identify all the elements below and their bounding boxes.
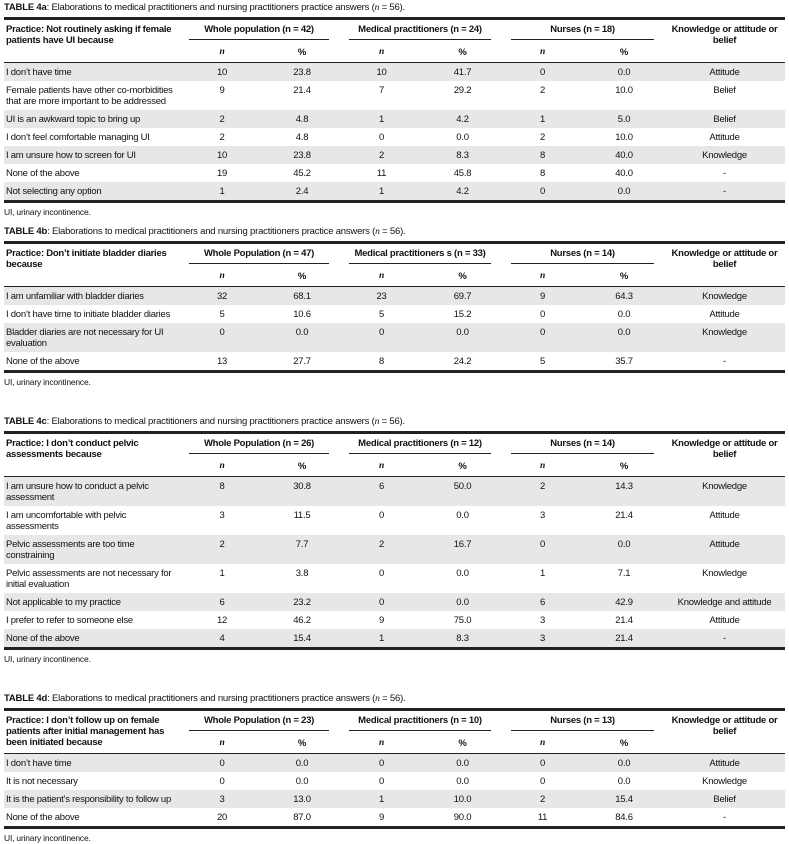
group-header-label: Whole Population (n = 26) bbox=[189, 438, 329, 454]
table-row bbox=[4, 506, 785, 535]
group-header-label: Medical practitioners (n = 24) bbox=[349, 24, 491, 40]
knowledge-attitude-belief: - bbox=[723, 812, 726, 823]
whole-percent: 46.2 bbox=[293, 615, 311, 626]
practice-reason: UI is an awkward topic to bring up bbox=[4, 110, 179, 128]
medical-percent: 45.8 bbox=[453, 168, 472, 179]
table-label: TABLE 4c bbox=[4, 416, 47, 427]
table-row bbox=[4, 352, 785, 372]
n-subheader: n bbox=[339, 735, 424, 754]
table-section bbox=[4, 693, 785, 844]
table-row bbox=[4, 63, 785, 82]
percent-subheader: % bbox=[424, 458, 501, 477]
knowledge-attitude-belief: Belief bbox=[713, 85, 736, 96]
table-row bbox=[4, 128, 785, 146]
group-header bbox=[339, 243, 501, 269]
group-header bbox=[501, 19, 664, 45]
knowledge-attitude-belief: Attitude bbox=[709, 510, 740, 521]
knowledge-attitude-belief: Attitude bbox=[709, 132, 740, 143]
group-header bbox=[339, 19, 501, 45]
n-subheader: n bbox=[501, 735, 584, 754]
percent-subheader: % bbox=[584, 44, 664, 63]
medical-percent: 0.0 bbox=[456, 132, 469, 143]
whole-percent: 30.8 bbox=[265, 477, 339, 507]
percent-subheader: % bbox=[265, 735, 339, 754]
nurses-n: 1 bbox=[539, 568, 546, 579]
whole-n: 1 bbox=[219, 568, 225, 579]
medical-n: 0 bbox=[378, 776, 385, 787]
n-subheader: n bbox=[339, 268, 424, 287]
group-header bbox=[501, 433, 664, 459]
medical-n: 0 bbox=[339, 593, 424, 611]
table-title bbox=[4, 2, 785, 14]
group-header bbox=[179, 710, 339, 736]
whole-n: 32 bbox=[179, 287, 265, 306]
n-subheader: n bbox=[339, 44, 424, 63]
whole-percent: 2.4 bbox=[265, 182, 339, 202]
knowledge-attitude-belief: Attitude bbox=[709, 309, 740, 320]
group-header bbox=[179, 243, 339, 269]
medical-n: 1 bbox=[339, 182, 424, 202]
whole-percent: 4.8 bbox=[265, 110, 339, 128]
nurses-percent: 21.4 bbox=[584, 629, 664, 649]
group-header-label: Nurses (n = 14) bbox=[511, 248, 654, 264]
medical-percent: 0.0 bbox=[424, 593, 501, 611]
percent-subheader: % bbox=[584, 268, 664, 287]
medical-n: 11 bbox=[376, 168, 387, 179]
practice-reason: Bladder diaries are not necessary for UI evaluation bbox=[4, 323, 179, 352]
table-caption-n: n bbox=[375, 227, 380, 237]
practice-reason: Pelvic assessments are not necessary for initial evaluation bbox=[6, 568, 172, 590]
knowledge-attitude-belief: Attitude bbox=[664, 63, 785, 82]
practice-reason: I am uncomfortable with pelvic assessments bbox=[6, 510, 127, 532]
knowledge-attitude-belief: Knowledge bbox=[702, 568, 747, 579]
medical-n: 1 bbox=[339, 790, 424, 808]
whole-percent: 23.8 bbox=[265, 146, 339, 164]
percent-subheader: % bbox=[265, 44, 339, 63]
practice-header: Practice: Not routinely asking if female patients have UI because bbox=[4, 19, 179, 63]
table-row bbox=[4, 772, 785, 790]
nurses-percent: 40.0 bbox=[584, 146, 664, 164]
practice-header: Practice: I don’t conduct pelvic assessments because bbox=[4, 433, 179, 477]
table-section bbox=[4, 2, 785, 218]
group-header bbox=[501, 243, 664, 269]
table-row bbox=[4, 535, 785, 564]
nurses-n: 8 bbox=[539, 168, 546, 179]
percent-subheader: % bbox=[424, 268, 501, 287]
table-caption-suffix: = 56). bbox=[379, 2, 405, 13]
table-row bbox=[4, 611, 785, 629]
nurses-percent: 21.4 bbox=[615, 510, 633, 521]
knowledge-attitude-belief: Knowledge bbox=[664, 146, 785, 164]
nurses-percent: 10.0 bbox=[615, 132, 633, 143]
group-header-label: Nurses (n = 13) bbox=[511, 715, 654, 731]
medical-n: 0 bbox=[339, 323, 424, 352]
whole-percent: 0.0 bbox=[265, 323, 339, 352]
nurses-n: 0 bbox=[539, 776, 546, 787]
nurses-percent: 0.0 bbox=[584, 754, 664, 773]
practice-reason: I don’t have time bbox=[4, 754, 179, 773]
group-header-label: Whole Population (n = 47) bbox=[189, 248, 329, 264]
nurses-n: 2 bbox=[539, 132, 546, 143]
table-row bbox=[4, 629, 785, 649]
nurses-n: 0 bbox=[501, 182, 584, 202]
table-caption-n: n bbox=[375, 694, 380, 704]
medical-percent: 90.0 bbox=[453, 812, 472, 823]
knowledge-attitude-belief: Belief bbox=[664, 790, 785, 808]
percent-subheader: % bbox=[424, 44, 501, 63]
group-header-label: Nurses (n = 14) bbox=[511, 438, 654, 454]
nurses-n: 1 bbox=[501, 110, 584, 128]
nurses-percent: 15.4 bbox=[584, 790, 664, 808]
nurses-n: 2 bbox=[539, 85, 546, 96]
whole-percent: 21.4 bbox=[293, 85, 311, 96]
whole-n: 19 bbox=[216, 168, 228, 179]
table-caption: : Elaborations to medical practitioners and nursing practitioners practice answers ( bbox=[46, 2, 375, 13]
nurses-percent: 35.7 bbox=[615, 356, 633, 367]
medical-percent: 0.0 bbox=[456, 776, 469, 787]
group-header bbox=[179, 19, 339, 45]
nurses-n: 0 bbox=[501, 323, 584, 352]
table-title bbox=[4, 693, 785, 705]
nurses-n: 3 bbox=[539, 615, 546, 626]
knowledge-attitude-belief-header: Knowledge or attitude or belief bbox=[664, 243, 785, 287]
whole-percent: 3.8 bbox=[295, 568, 309, 579]
percent-subheader: % bbox=[584, 735, 664, 754]
practice-reason: Not selecting any option bbox=[4, 182, 179, 202]
practice-reason: I am unsure how to conduct a pelvic assessment bbox=[4, 477, 179, 507]
medical-n: 2 bbox=[339, 146, 424, 164]
practice-reason: Not applicable to my practice bbox=[4, 593, 179, 611]
practice-reason: I don’t feel comfortable managing UI bbox=[6, 132, 150, 143]
whole-percent: 45.2 bbox=[293, 168, 311, 179]
group-header-label: Medical practitioners (n = 10) bbox=[349, 715, 491, 731]
whole-percent: 27.7 bbox=[293, 356, 311, 367]
medical-percent: 16.7 bbox=[424, 535, 501, 564]
table-label: TABLE 4b bbox=[4, 226, 48, 237]
table-row bbox=[4, 146, 785, 164]
medical-percent: 4.2 bbox=[424, 110, 501, 128]
table-title bbox=[4, 226, 785, 238]
nurses-percent: 21.4 bbox=[615, 615, 633, 626]
medical-percent: 0.0 bbox=[424, 323, 501, 352]
whole-n: 3 bbox=[179, 790, 265, 808]
group-header-label: Nurses (n = 18) bbox=[511, 24, 654, 40]
whole-n: 1 bbox=[179, 182, 265, 202]
table-caption-suffix: = 56). bbox=[379, 416, 405, 427]
nurses-n: 2 bbox=[501, 477, 584, 507]
n-subheader: n bbox=[501, 44, 584, 63]
table-row bbox=[4, 790, 785, 808]
whole-n: 3 bbox=[219, 510, 225, 521]
data-table bbox=[4, 241, 785, 373]
medical-percent: 75.0 bbox=[453, 615, 472, 626]
nurses-percent: 84.6 bbox=[615, 812, 633, 823]
whole-percent: 23.2 bbox=[265, 593, 339, 611]
table-row bbox=[4, 477, 785, 507]
table-row bbox=[4, 287, 785, 306]
knowledge-attitude-belief: Knowledge bbox=[702, 776, 747, 787]
medical-percent: 29.2 bbox=[453, 85, 472, 96]
n-subheader: n bbox=[501, 268, 584, 287]
knowledge-attitude-belief-header: Knowledge or attitude or belief bbox=[664, 433, 785, 477]
whole-n: 12 bbox=[216, 615, 228, 626]
medical-n: 0 bbox=[339, 754, 424, 773]
table-footnote: UI, urinary incontinence. bbox=[4, 377, 91, 387]
medical-percent: 41.7 bbox=[424, 63, 501, 82]
nurses-percent: 0.0 bbox=[617, 776, 631, 787]
group-header bbox=[339, 433, 501, 459]
group-header-label: Whole Population (n = 23) bbox=[189, 715, 329, 731]
table-row bbox=[4, 164, 785, 182]
medical-percent: 24.2 bbox=[453, 356, 472, 367]
table-row bbox=[4, 81, 785, 110]
practice-reason: I am unsure how to screen for UI bbox=[4, 146, 179, 164]
table-section bbox=[4, 416, 785, 665]
whole-percent: 15.4 bbox=[265, 629, 339, 649]
nurses-n: 2 bbox=[501, 790, 584, 808]
medical-n: 7 bbox=[378, 85, 385, 96]
whole-n: 2 bbox=[179, 535, 265, 564]
nurses-n: 0 bbox=[539, 309, 546, 320]
nurses-percent: 40.0 bbox=[615, 168, 633, 179]
medical-n: 10 bbox=[339, 63, 424, 82]
medical-percent: 0.0 bbox=[456, 510, 469, 521]
knowledge-attitude-belief: Knowledge bbox=[664, 287, 785, 306]
knowledge-attitude-belief: Attitude bbox=[664, 535, 785, 564]
table-row bbox=[4, 593, 785, 611]
nurses-percent: 7.1 bbox=[617, 568, 631, 579]
table-footnote: UI, urinary incontinence. bbox=[4, 833, 91, 843]
medical-n: 9 bbox=[378, 615, 385, 626]
medical-n: 0 bbox=[378, 568, 385, 579]
medical-percent: 50.0 bbox=[424, 477, 501, 507]
nurses-percent: 0.0 bbox=[584, 63, 664, 82]
knowledge-attitude-belief: Attitude bbox=[709, 615, 740, 626]
nurses-percent: 42.9 bbox=[584, 593, 664, 611]
nurses-percent: 0.0 bbox=[584, 535, 664, 564]
data-table bbox=[4, 431, 785, 650]
nurses-n: 8 bbox=[501, 146, 584, 164]
medical-percent: 4.2 bbox=[424, 182, 501, 202]
whole-n: 10 bbox=[179, 63, 265, 82]
whole-n: 4 bbox=[179, 629, 265, 649]
table-row bbox=[4, 110, 785, 128]
medical-percent: 15.2 bbox=[453, 309, 472, 320]
whole-percent: 4.8 bbox=[295, 132, 309, 143]
whole-percent: 7.7 bbox=[265, 535, 339, 564]
practice-reason: I prefer to refer to someone else bbox=[6, 615, 133, 626]
nurses-n: 5 bbox=[539, 356, 546, 367]
knowledge-attitude-belief: Knowledge bbox=[664, 323, 785, 352]
n-subheader: n bbox=[501, 458, 584, 477]
medical-n: 6 bbox=[339, 477, 424, 507]
table-caption: : Elaborations to medical practitioners and nursing practitioners practice answers ( bbox=[47, 693, 376, 704]
knowledge-attitude-belief: - bbox=[664, 182, 785, 202]
practice-reason: None of the above bbox=[6, 356, 80, 367]
whole-percent: 11.5 bbox=[293, 510, 311, 521]
practice-reason: I am unfamiliar with bladder diaries bbox=[4, 287, 179, 306]
table-row bbox=[4, 182, 785, 202]
medical-percent: 0.0 bbox=[456, 568, 469, 579]
whole-percent: 23.8 bbox=[265, 63, 339, 82]
whole-percent: 10.6 bbox=[293, 309, 311, 320]
whole-n: 5 bbox=[219, 309, 225, 320]
n-subheader: n bbox=[339, 458, 424, 477]
table-label: TABLE 4a bbox=[4, 2, 47, 13]
group-header bbox=[339, 710, 501, 736]
whole-n: 2 bbox=[219, 132, 225, 143]
medical-n: 1 bbox=[339, 110, 424, 128]
whole-n: 20 bbox=[216, 812, 228, 823]
table-label: TABLE 4d bbox=[4, 693, 48, 704]
knowledge-attitude-belief: Knowledge and attitude bbox=[664, 593, 785, 611]
whole-percent: 0.0 bbox=[295, 776, 309, 787]
medical-percent: 8.3 bbox=[424, 146, 501, 164]
group-header-label: Medical practitioners s (n = 33) bbox=[349, 248, 491, 264]
group-header bbox=[501, 710, 664, 736]
medical-n: 9 bbox=[378, 812, 385, 823]
whole-percent: 0.0 bbox=[265, 754, 339, 773]
percent-subheader: % bbox=[424, 735, 501, 754]
medical-percent: 69.7 bbox=[424, 287, 501, 306]
nurses-percent: 5.0 bbox=[584, 110, 664, 128]
medical-percent: 10.0 bbox=[424, 790, 501, 808]
practice-header: Practice: Don’t initiate bladder diaries because bbox=[4, 243, 179, 287]
practice-reason: It is not necessary bbox=[6, 776, 78, 787]
table-title bbox=[4, 416, 785, 428]
knowledge-attitude-belief: - bbox=[723, 168, 726, 179]
practice-reason: Female patients have other co-morbidities that are more important to be addressed bbox=[6, 85, 173, 107]
table-caption: : Elaborations to medical practitioners and nursing practitioners practice answers ( bbox=[47, 226, 376, 237]
medical-n: 5 bbox=[378, 309, 385, 320]
whole-percent: 68.1 bbox=[265, 287, 339, 306]
medical-percent: 0.0 bbox=[424, 754, 501, 773]
whole-n: 13 bbox=[216, 356, 228, 367]
group-header-label: Whole population (n = 42) bbox=[189, 24, 329, 40]
medical-n: 1 bbox=[339, 629, 424, 649]
whole-n: 2 bbox=[179, 110, 265, 128]
knowledge-attitude-belief: Knowledge bbox=[664, 477, 785, 507]
percent-subheader: % bbox=[584, 458, 664, 477]
whole-n: 6 bbox=[179, 593, 265, 611]
n-subheader: n bbox=[179, 458, 265, 477]
nurses-n: 0 bbox=[501, 535, 584, 564]
nurses-percent: 0.0 bbox=[584, 182, 664, 202]
nurses-n: 3 bbox=[539, 510, 546, 521]
knowledge-attitude-belief-header: Knowledge or attitude or belief bbox=[664, 19, 785, 63]
whole-n: 9 bbox=[219, 85, 225, 96]
table-row bbox=[4, 754, 785, 773]
table-footnote: UI, urinary incontinence. bbox=[4, 207, 91, 217]
n-subheader: n bbox=[179, 44, 265, 63]
practice-reason: Pelvic assessments are too time constraining bbox=[4, 535, 179, 564]
whole-percent: 87.0 bbox=[293, 812, 311, 823]
nurses-n: 0 bbox=[501, 754, 584, 773]
practice-reason: I don’t have time bbox=[4, 63, 179, 82]
practice-reason: None of the above bbox=[4, 629, 179, 649]
table-caption-suffix: = 56). bbox=[379, 693, 406, 704]
nurses-percent: 64.3 bbox=[584, 287, 664, 306]
data-table bbox=[4, 708, 785, 829]
table-row bbox=[4, 808, 785, 828]
whole-n: 0 bbox=[179, 323, 265, 352]
table-footnote: UI, urinary incontinence. bbox=[4, 654, 91, 664]
practice-reason: None of the above bbox=[6, 812, 80, 823]
nurses-percent: 10.0 bbox=[615, 85, 633, 96]
nurses-n: 11 bbox=[537, 812, 548, 823]
whole-n: 8 bbox=[179, 477, 265, 507]
table-row bbox=[4, 305, 785, 323]
nurses-n: 6 bbox=[501, 593, 584, 611]
knowledge-attitude-belief-header: Knowledge or attitude or belief bbox=[664, 710, 785, 754]
nurses-percent: 0.0 bbox=[584, 323, 664, 352]
medical-n: 2 bbox=[339, 535, 424, 564]
whole-percent: 13.0 bbox=[265, 790, 339, 808]
practice-reason: It is the patient’s responsibility to follow up bbox=[4, 790, 179, 808]
table-section bbox=[4, 226, 785, 388]
table-row bbox=[4, 564, 785, 593]
nurses-n: 0 bbox=[501, 63, 584, 82]
medical-n: 8 bbox=[378, 356, 385, 367]
nurses-percent: 0.0 bbox=[617, 309, 631, 320]
group-header-label: Medical practitioners (n = 12) bbox=[349, 438, 491, 454]
medical-n: 0 bbox=[378, 510, 385, 521]
knowledge-attitude-belief: Attitude bbox=[664, 754, 785, 773]
whole-n: 0 bbox=[179, 754, 265, 773]
medical-percent: 8.3 bbox=[424, 629, 501, 649]
table-row bbox=[4, 323, 785, 352]
nurses-percent: 14.3 bbox=[584, 477, 664, 507]
n-subheader: n bbox=[179, 735, 265, 754]
medical-n: 0 bbox=[378, 132, 385, 143]
whole-n: 0 bbox=[219, 776, 225, 787]
knowledge-attitude-belief: Belief bbox=[664, 110, 785, 128]
practice-header: Practice: I don’t follow up on female patients after initial management has been initiated because bbox=[4, 710, 179, 754]
nurses-n: 9 bbox=[501, 287, 584, 306]
table-caption-n: n bbox=[374, 417, 380, 427]
group-header bbox=[179, 433, 339, 459]
knowledge-attitude-belief: - bbox=[723, 356, 726, 367]
percent-subheader: % bbox=[265, 458, 339, 477]
n-subheader: n bbox=[179, 268, 265, 287]
percent-subheader: % bbox=[265, 268, 339, 287]
medical-n: 23 bbox=[339, 287, 424, 306]
table-caption: : Elaborations to medical practitioners and nursing practitioners practice answers ( bbox=[46, 416, 375, 427]
practice-reason: I don’t have time to initiate bladder diaries bbox=[6, 309, 171, 320]
nurses-n: 3 bbox=[501, 629, 584, 649]
table-caption-suffix: = 56). bbox=[379, 226, 406, 237]
whole-n: 10 bbox=[179, 146, 265, 164]
data-table bbox=[4, 17, 785, 203]
practice-reason: None of the above bbox=[6, 168, 80, 179]
table-caption-n: n bbox=[374, 3, 380, 13]
knowledge-attitude-belief: - bbox=[664, 629, 785, 649]
